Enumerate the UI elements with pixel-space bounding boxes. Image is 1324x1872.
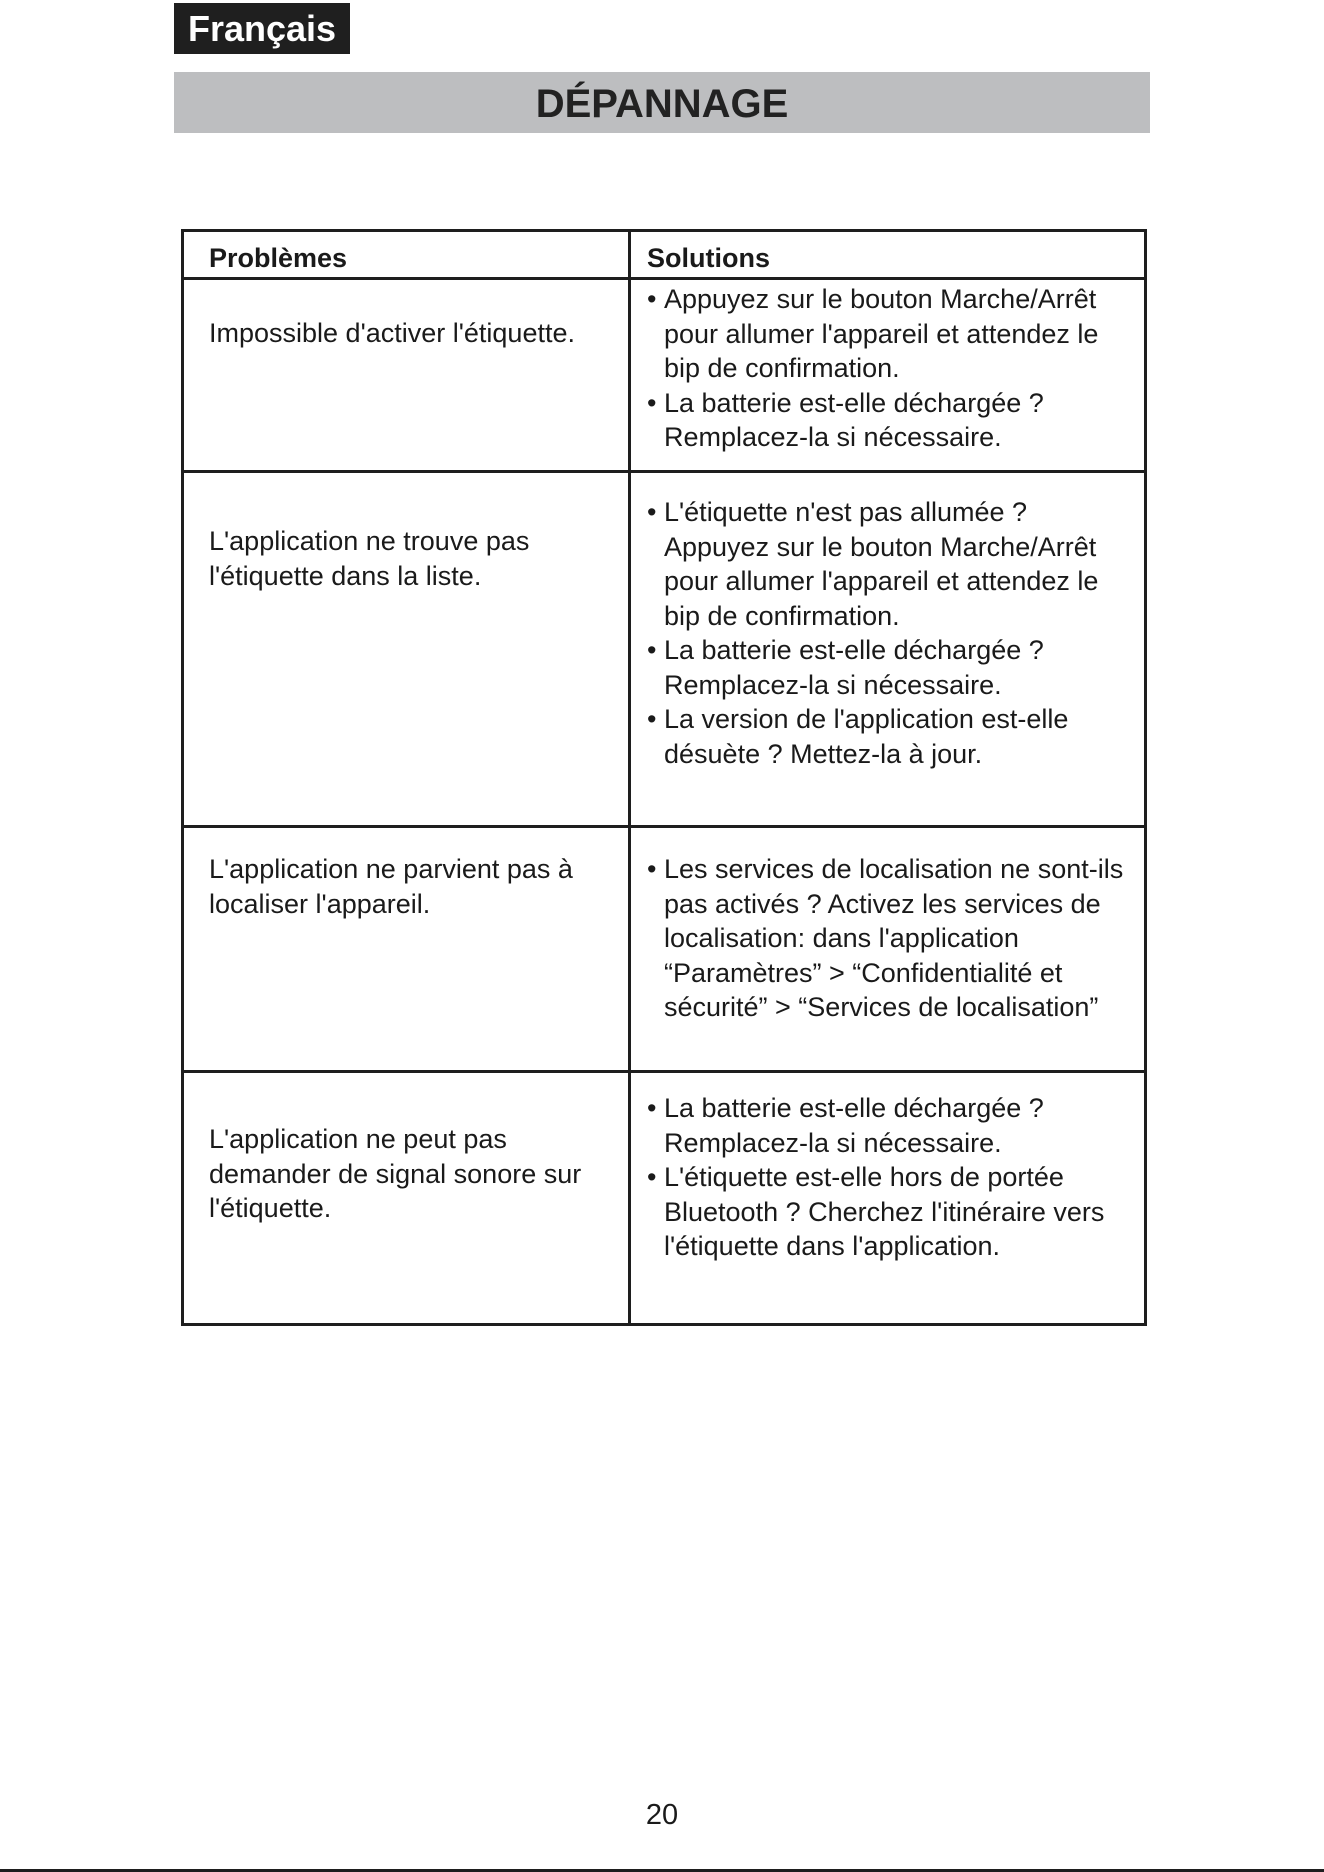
table-row bbox=[184, 825, 1144, 1070]
solution-item: • Appuyez sur le bouton Marche/Arrêt pour allumer l'appareil et attendez le bip de confirmation. bbox=[647, 282, 1134, 386]
problem-cell: L'application ne peut pas demander de signal sonore sur l'étiquette. bbox=[184, 1073, 631, 1323]
troubleshooting-table bbox=[181, 229, 1147, 1326]
page-number: 20 bbox=[645, 1799, 679, 1831]
table-header-row bbox=[184, 232, 1144, 277]
column-header-solutions: Solutions bbox=[647, 243, 770, 273]
problem-cell: Impossible d'activer l'étiquette. bbox=[184, 280, 631, 470]
language-tab: Français bbox=[174, 3, 350, 54]
solution-cell bbox=[631, 280, 1144, 470]
table-row bbox=[184, 470, 1144, 825]
solution-item: • La version de l'application est-elle désuète ? Mettez-la à jour. bbox=[647, 702, 1134, 771]
solution-item: • La batterie est-elle déchargée ? Remplacez-la si nécessaire. bbox=[647, 1091, 1134, 1160]
solution-item: • La batterie est-elle déchargée ? Remplacez-la si nécessaire. bbox=[647, 386, 1134, 455]
solution-cell bbox=[631, 473, 1144, 825]
solution-item: • La batterie est-elle déchargée ? Remplacez-la si nécessaire. bbox=[647, 633, 1134, 702]
solution-item: • Les services de localisation ne sont-ils pas activés ? Activez les services de localisation: dans l'application “Paramètres” > “Confidentialité et sécurité” > “Services de localisation” bbox=[647, 852, 1134, 1025]
column-header-problems: Problèmes bbox=[184, 232, 631, 277]
solution-cell bbox=[631, 1073, 1144, 1323]
solution-item: • L'étiquette n'est pas allumée ? Appuyez sur le bouton Marche/Arrêt pour allumer l'appareil et attendez le bip de confirmation. bbox=[647, 495, 1134, 633]
problem-cell: L'application ne trouve pas l'étiquette dans la liste. bbox=[184, 473, 631, 825]
solution-cell bbox=[631, 828, 1144, 1070]
page-title: DÉPANNAGE bbox=[174, 72, 1150, 133]
problem-cell: L'application ne parvient pas à localiser l'appareil. bbox=[184, 828, 631, 1070]
table-row bbox=[184, 1070, 1144, 1323]
solution-item: • L'étiquette est-elle hors de portée Bluetooth ? Cherchez l'itinéraire vers l'étiquette dans l'application. bbox=[647, 1160, 1134, 1264]
table-row bbox=[184, 277, 1144, 470]
